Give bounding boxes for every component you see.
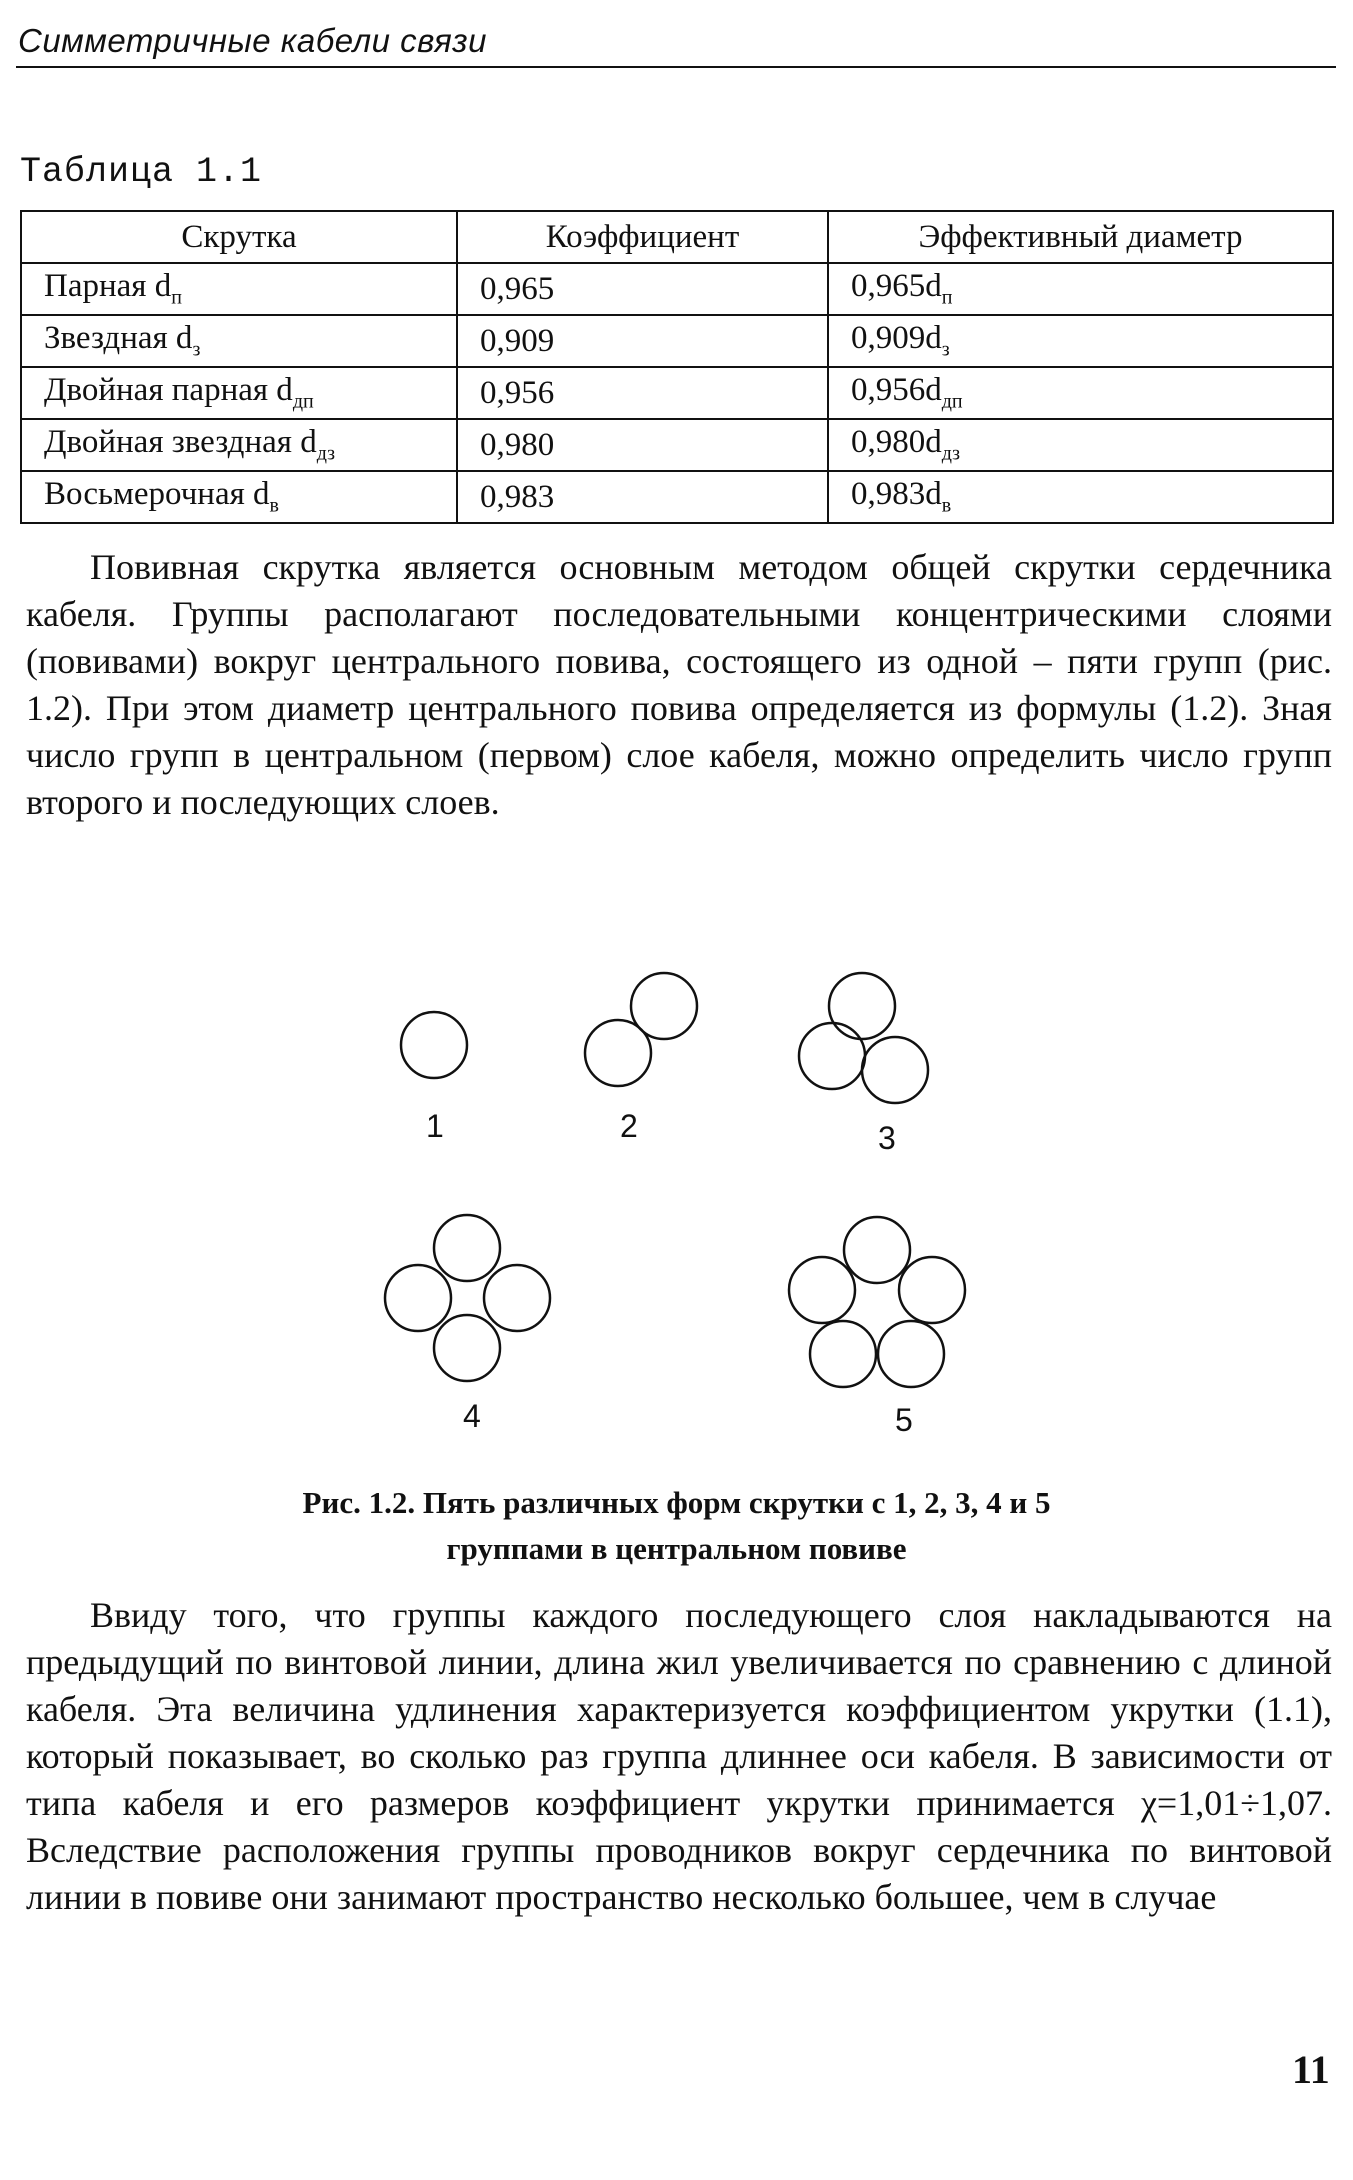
figure-label-3: 3 [878,1120,896,1156]
running-head: Симметричные кабели связи [18,22,487,59]
header-coefficient: Коэффициент [457,211,828,263]
table-header-row [21,211,1333,263]
figure-caption-line-2: группами в центральном повиве [446,1531,907,1566]
group-circle [401,1012,467,1078]
table-row [21,367,1333,419]
header-effective-diameter: Эффективный диаметр [828,211,1333,263]
group-circle [810,1321,876,1387]
table-row [21,471,1333,523]
group-circle [484,1265,550,1331]
group-circle [844,1217,910,1283]
body-paragraph-2: Ввиду того, что группы каждого последующего слоя накладываются на предыдущий по винтовой линии, длина жил увеличивается по сравнению с длиной кабеля. Эта величина удлинения характеризуется коэффициентом укрутки (1.1), который показывает, во сколько раз группа длиннее оси кабеля. В зависимости от типа кабеля и его размеров коэффициент укрутки принимается χ=1,01÷1,07. Вследствие расположения группы проводников вокруг сердечника по винтовой линии в повиве они занимают пространство несколько большее, чем в случае [26,1595,1332,1917]
table-row [21,263,1333,315]
table-caption: Таблица 1.1 [20,152,263,192]
twist-forms-diagram [0,940,1353,1460]
cell-diameter: $0,983d_в$ [828,471,1333,523]
group-circle [799,1023,865,1089]
cell-diameter: $0,980d_{дз}$ [828,419,1333,471]
page-number: 11 [1292,2047,1330,2092]
figure-label-4: 4 [463,1398,481,1434]
group-circle [862,1037,928,1103]
body-paragraph-1: Повивная скрутка является основным методом общей скрутки сердечника кабеля. Группы располагают последовательными концентрическими слоями (повивами) вокруг центрального повива, состоящего из одной – пяти групп (рис. 1.2). При этом диаметр центрального повива определяется из формулы (1.2). Зная число групп в центральном (первом) слое кабеля, можно определить число групп второго и последующих слоев. [26,547,1332,822]
cell-coefficient: 0,956 [457,367,828,419]
figure-1-2 [0,940,1353,1460]
group-circle [385,1265,451,1331]
cell-twist: Двойная звездная $d_{дз}$ [21,419,457,471]
cell-diameter: $0,956d_{дп}$ [828,367,1333,419]
group-circle [631,973,697,1039]
cell-coefficient: 0,965 [457,263,828,315]
cell-coefficient: 0,980 [457,419,828,471]
figure-label-5: 5 [895,1402,913,1438]
figure-caption-line-1: Рис. 1.2. Пять различных форм скрутки с 1, 2, 3, 4 и 5 [302,1485,1051,1520]
group-circle [434,1215,500,1281]
table-row [21,315,1333,367]
figure-label-2: 2 [620,1108,638,1144]
header-twist: Скрутка [21,211,457,263]
twist-coefficient-table [20,210,1334,524]
cell-diameter: $0,909d_з$ [828,315,1333,367]
cell-twist: Восьмерочная $d_в$ [21,471,457,523]
table-row [21,419,1333,471]
cell-diameter: $0,965d_п$ [828,263,1333,315]
figure-label-1: 1 [426,1108,444,1144]
group-circle [789,1257,855,1323]
group-circle [829,973,895,1039]
cell-twist: Звездная $d_з$ [21,315,457,367]
group-circle [434,1315,500,1381]
header-rule [16,66,1336,68]
cell-twist: Двойная парная $d_{дп}$ [21,367,457,419]
group-circle [899,1257,965,1323]
cell-twist: Парная $d_п$ [21,263,457,315]
cell-coefficient: 0,983 [457,471,828,523]
cell-coefficient: 0,909 [457,315,828,367]
group-circle [878,1321,944,1387]
